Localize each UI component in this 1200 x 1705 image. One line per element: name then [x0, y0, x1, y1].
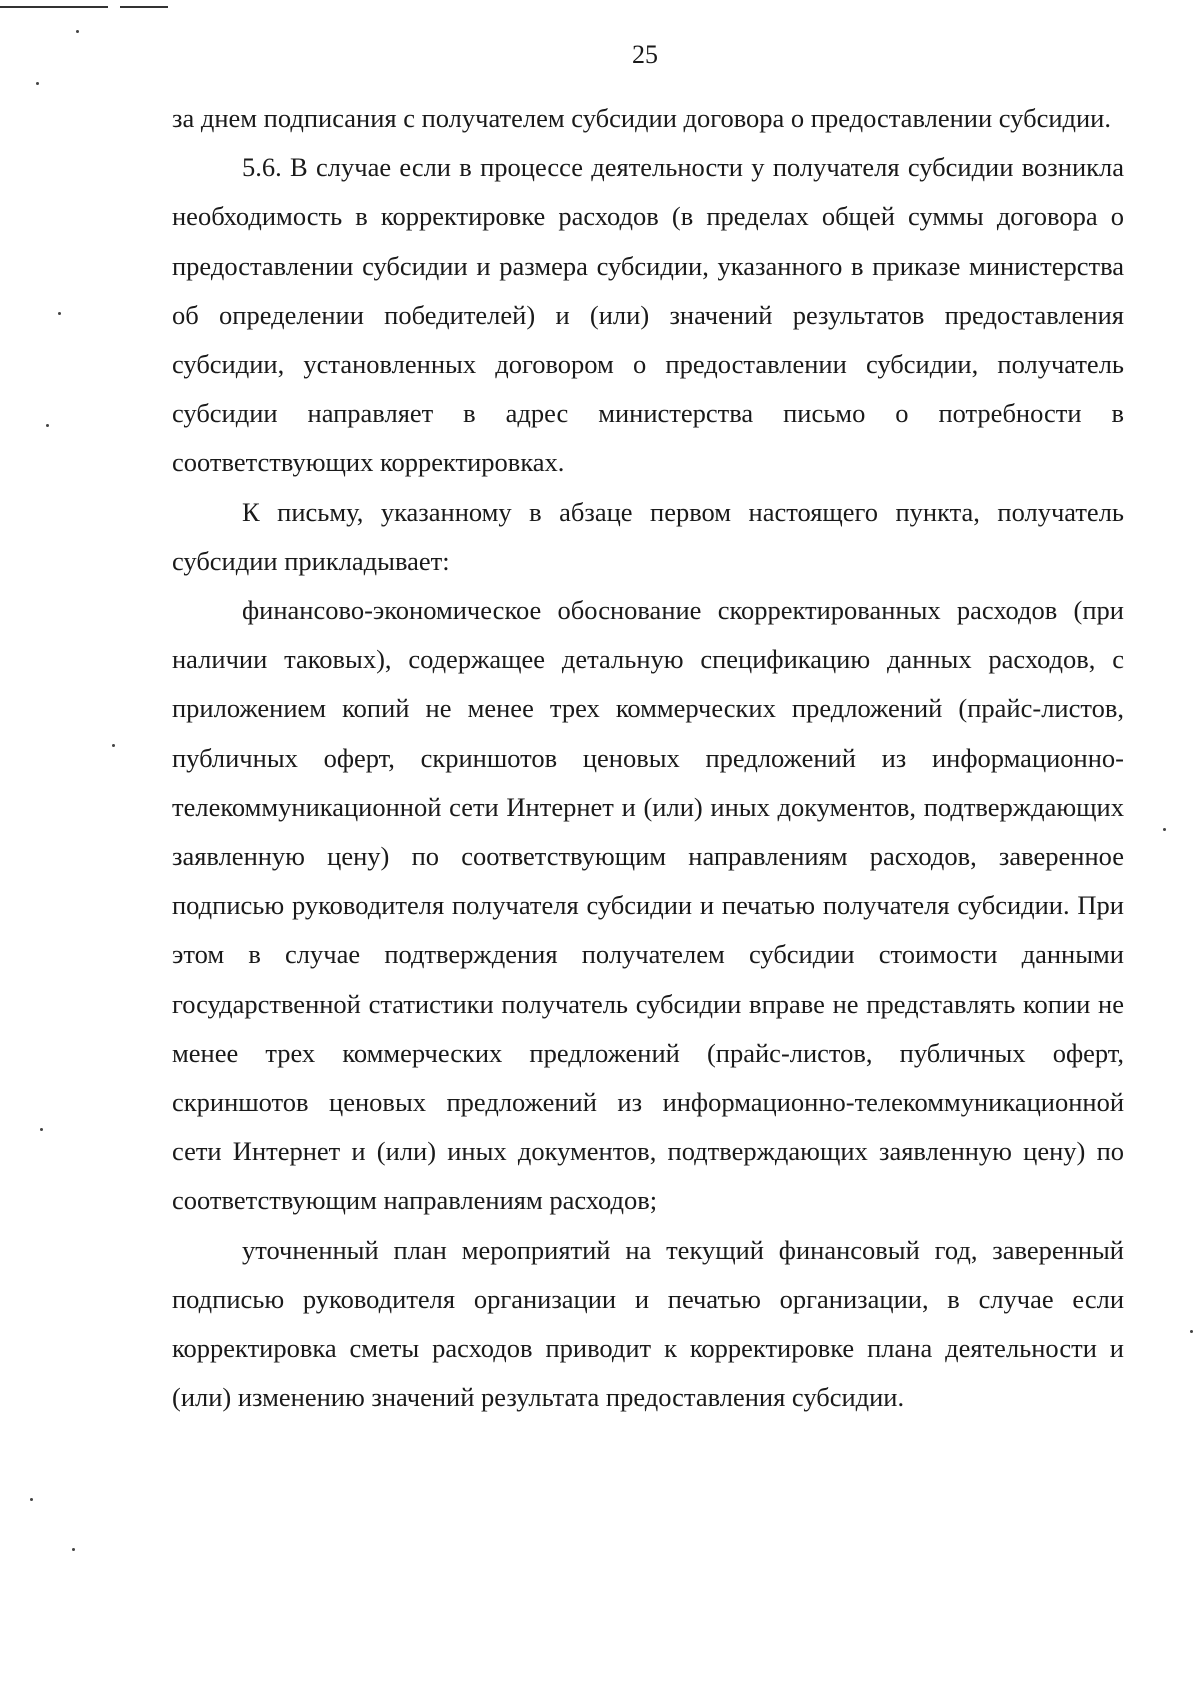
scan-speck: [76, 30, 79, 33]
paragraph-clause-5-6: 5.6. В случае если в процессе деятельности у получателя субсидии возникла необходимость в корректировке расходов (в пределах общей суммы договора о предоставлении субсидии и размера субсидии, указанного в приказе министерства об определении победителей) и (или) значений результатов предоставления субсидии, установленных договором о предоставлении субсидии, получатель субсидии направляет в адрес министерства письмо о потребности в соответствующих корректировках.: [172, 152, 1124, 478]
scan-speck: [46, 424, 49, 427]
paragraph-continuation: за днем подписания с получателем субсидии договора о предоставлении субсидии.: [172, 103, 1111, 133]
scan-speck: [36, 82, 39, 85]
scan-speck: [1163, 828, 1166, 831]
scan-speck: [1190, 1330, 1193, 1333]
scan-speck: [40, 1128, 43, 1131]
scan-speck: [72, 1548, 75, 1551]
paragraph-financial-justification: финансово-экономическое обоснование скорректированных расходов (при наличии таковых), содержащее детальную спецификацию данных расходов, с приложением копий не менее трех коммерческих предложений (прайс-листов, публичных оферт, скриншотов ценовых предложений из информационно-телекоммуникационной сети Интернет и (или) иных документов, подтверждающих заявленную цену) по соответствующим направлениям расходов, заверенное подписью руководителя получателя субсидии и печатью получателя субсидии. При этом в случае подтверждения получателем субсидии стоимости данными государственной статистики получатель субсидии вправе не представлять копии не менее трех коммерческих предложений (прайс-листов, публичных оферт, скриншотов ценовых предложений из информационно-телекоммуникационной сети Интернет и (или) иных документов, подтверждающих заявленную цену) по соответствующим направлениям расходов;: [172, 595, 1124, 1216]
paragraph-updated-plan: уточненный план мероприятий на текущий финансовый год, заверенный подписью руководителя организации и печатью организации, в случае если корректировка сметы расходов приводит к корректировке плана деятельности и (или) изменению значений результата предоставления субсидии.: [172, 1234, 1124, 1413]
scan-border-line: [0, 6, 108, 8]
document-body: [172, 94, 1124, 1422]
paragraph-letter-attachments: К письму, указанному в абзаце первом настоящего пункта, получатель субсидии прикладывает:: [172, 496, 1124, 576]
scan-speck: [30, 1498, 33, 1501]
scan-border-line: [120, 6, 168, 8]
scan-speck: [58, 312, 61, 315]
page-number: 25: [632, 40, 658, 69]
scan-speck: [112, 744, 115, 747]
